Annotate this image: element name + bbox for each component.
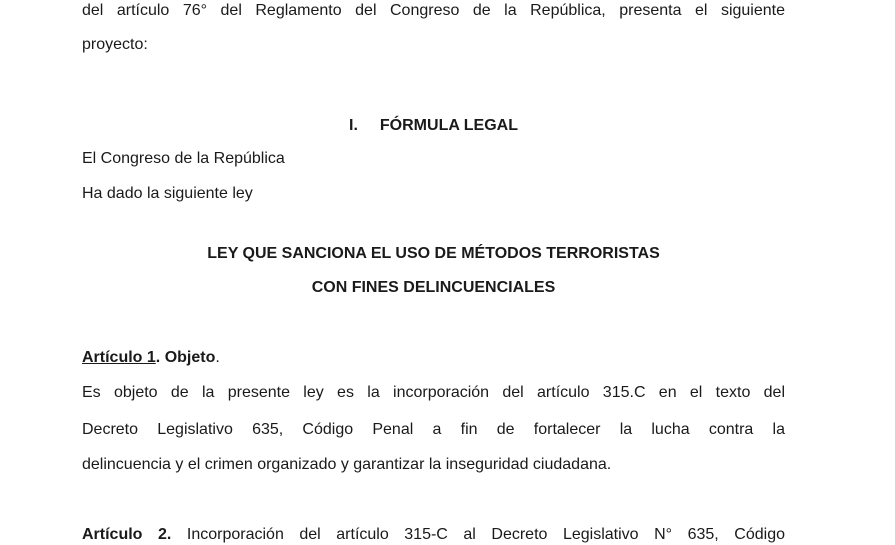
intro-line-1: del artículo 76° del Reglamento del Congreso de la República, presenta el siguiente — [82, 2, 785, 19]
article-1-title: . Objeto — [155, 349, 216, 366]
article-1-label: Artículo 1 — [82, 349, 156, 366]
article-1-body-line-1: Es objeto de la presente ley es la incorporación del artículo 315.C en el texto del — [82, 384, 785, 401]
article-2-heading — [82, 525, 785, 545]
article-2-label: Artículo 2. — [82, 526, 172, 543]
article-1-body-line-3: delincuencia y el crimen organizado y garantizar la inseguridad ciudadana. — [82, 456, 612, 473]
article-1-heading — [82, 348, 220, 368]
intro-line-2: proyecto: — [82, 36, 148, 53]
section-number: I. — [349, 117, 358, 134]
article-1-body-line-2: Decreto Legislativo 635, Código Penal a fin de fortalecer la lucha contra la — [82, 421, 785, 438]
article-1-period: . — [215, 349, 220, 366]
preamble-line-1: El Congreso de la República — [82, 150, 285, 167]
section-heading — [82, 116, 785, 136]
preamble-line-2: Ha dado la siguiente ley — [82, 185, 253, 202]
article-2-heading-text: Incorporación del artículo 315-C al Decreto Legislativo N° 635, Código — [186, 526, 785, 543]
section-title: FÓRMULA LEGAL — [379, 117, 518, 134]
law-title-line-2: CON FINES DELINCUENCIALES — [311, 279, 556, 296]
law-title-line-1: LEY QUE SANCIONA EL USO DE MÉTODOS TERRORISTAS — [207, 245, 660, 262]
